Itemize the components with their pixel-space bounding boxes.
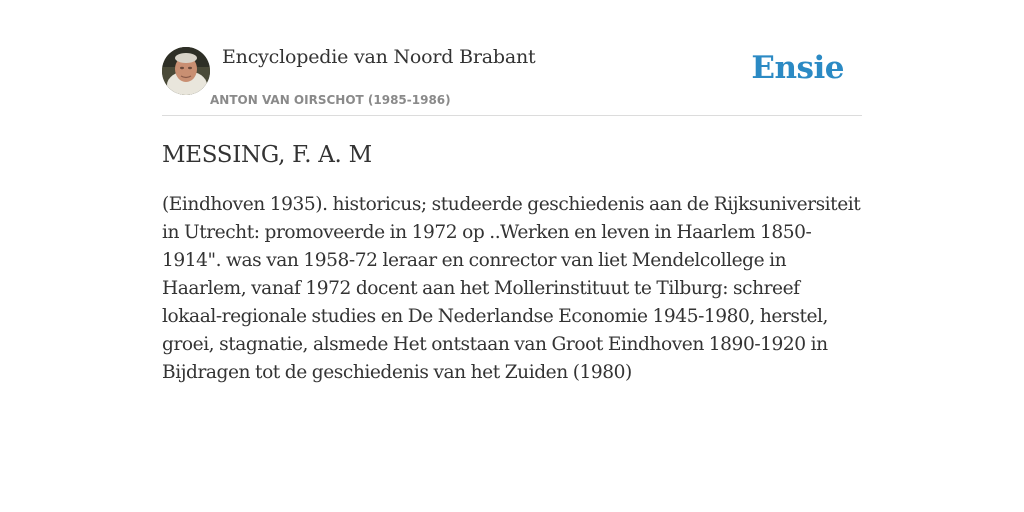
author-avatar[interactable] <box>162 47 210 95</box>
ensie-logo[interactable]: Ensie <box>751 50 844 86</box>
article-header <box>162 44 862 116</box>
article-title: MESSING, F. A. M <box>162 142 372 168</box>
article-body: (Eindhoven 1935). historicus; studeerde geschiedenis aan de Rijksuniversiteit in Utrecht: promoveerde in 1972 op ..Werken en leven in Haarlem 1850-1914". was van 1958-72 leraar en conrector van liet Mendelcollege in Haarlem, vanaf 1972 docent aan het Mollerinstituut te Tilburg: schreef lokaal-regionale studies en De Nederlandse Economie 1945-1980, herstel, groei, stagnatie, alsmede Het ontstaan van Groot Eindhoven 1890-1920 in Bijdragen tot de geschiedenis van het Zuiden (1980) <box>162 194 861 383</box>
source-title[interactable]: Encyclopedie van Noord Brabant <box>222 46 536 68</box>
author-name[interactable]: ANTON VAN OIRSCHOT (1985-1986) <box>210 93 451 107</box>
author-portrait-icon <box>162 47 210 95</box>
article-card <box>162 44 862 387</box>
